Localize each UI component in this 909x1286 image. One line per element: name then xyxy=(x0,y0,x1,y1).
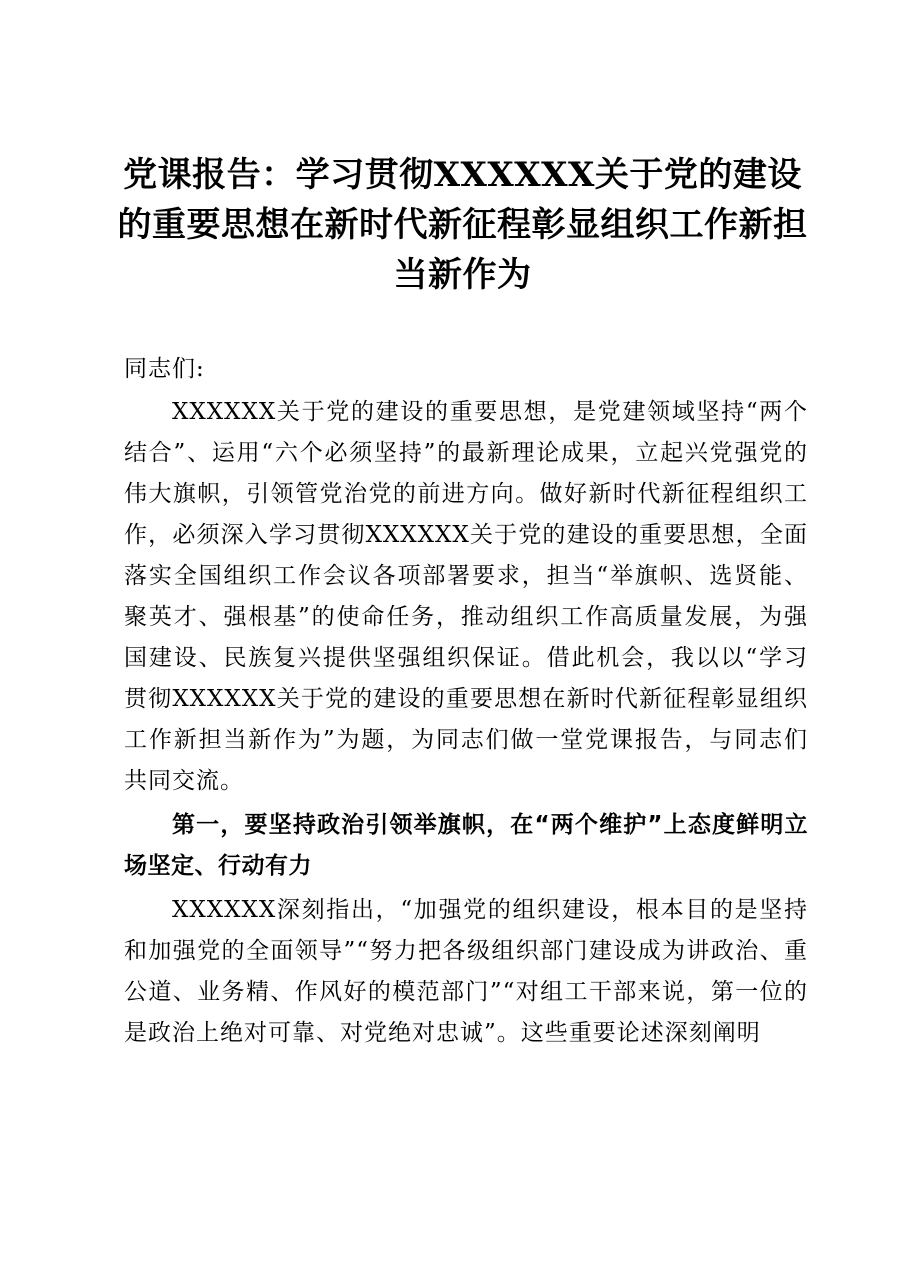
section-heading: 第一，要坚持政治引领举旗帜，在“两个维护”上态度鲜明立场坚定、行动有力 xyxy=(124,812,808,879)
document-body xyxy=(124,349,808,1057)
intro-paragraph: XXXXXX关于党的建设的重要思想，是党建领域坚持“两个结合”、运用“六个必须坚持”的最新理论成果，立起兴党强党的伟大旗帜，引领管党治党的前进方向。做好新时代新征程组织工作，必须深入学习贯彻XXXXXX关于党的建设的重要思想，全面落实全国组织工作会议各项部署要求，担当“举旗帜、选贤能、聚英才、强根基”的使命任务，推动组织工作高质量发展，为强国建设、民族复兴提供坚强组织保证。借此机会，我以以“学习贯彻XXXXXX关于党的建设的重要思想在新时代新征程彰显组织工作新担当新作为”为题，为同志们做一堂党课报告，与同志们共同交流。 xyxy=(124,399,808,794)
salutation: 同志们: xyxy=(124,356,205,382)
section-paragraph: XXXXXX深刻指出，“加强党的组织建设，根本目的是坚持和加强党的全面领导”“努力把各级组织部门建设成为讲政治、重公道、业务精、作风好的模范部门”“对组工干部来说，第一位的是政治上绝对可靠、对党绝对忠诚”。这些重要论述深刻阐明 xyxy=(124,897,808,1046)
document-title: 党课报告：学习贯彻XXXXXX关于党的建设的重要思想在新时代新征程彰显组织工作新担当新作为 xyxy=(117,155,808,295)
